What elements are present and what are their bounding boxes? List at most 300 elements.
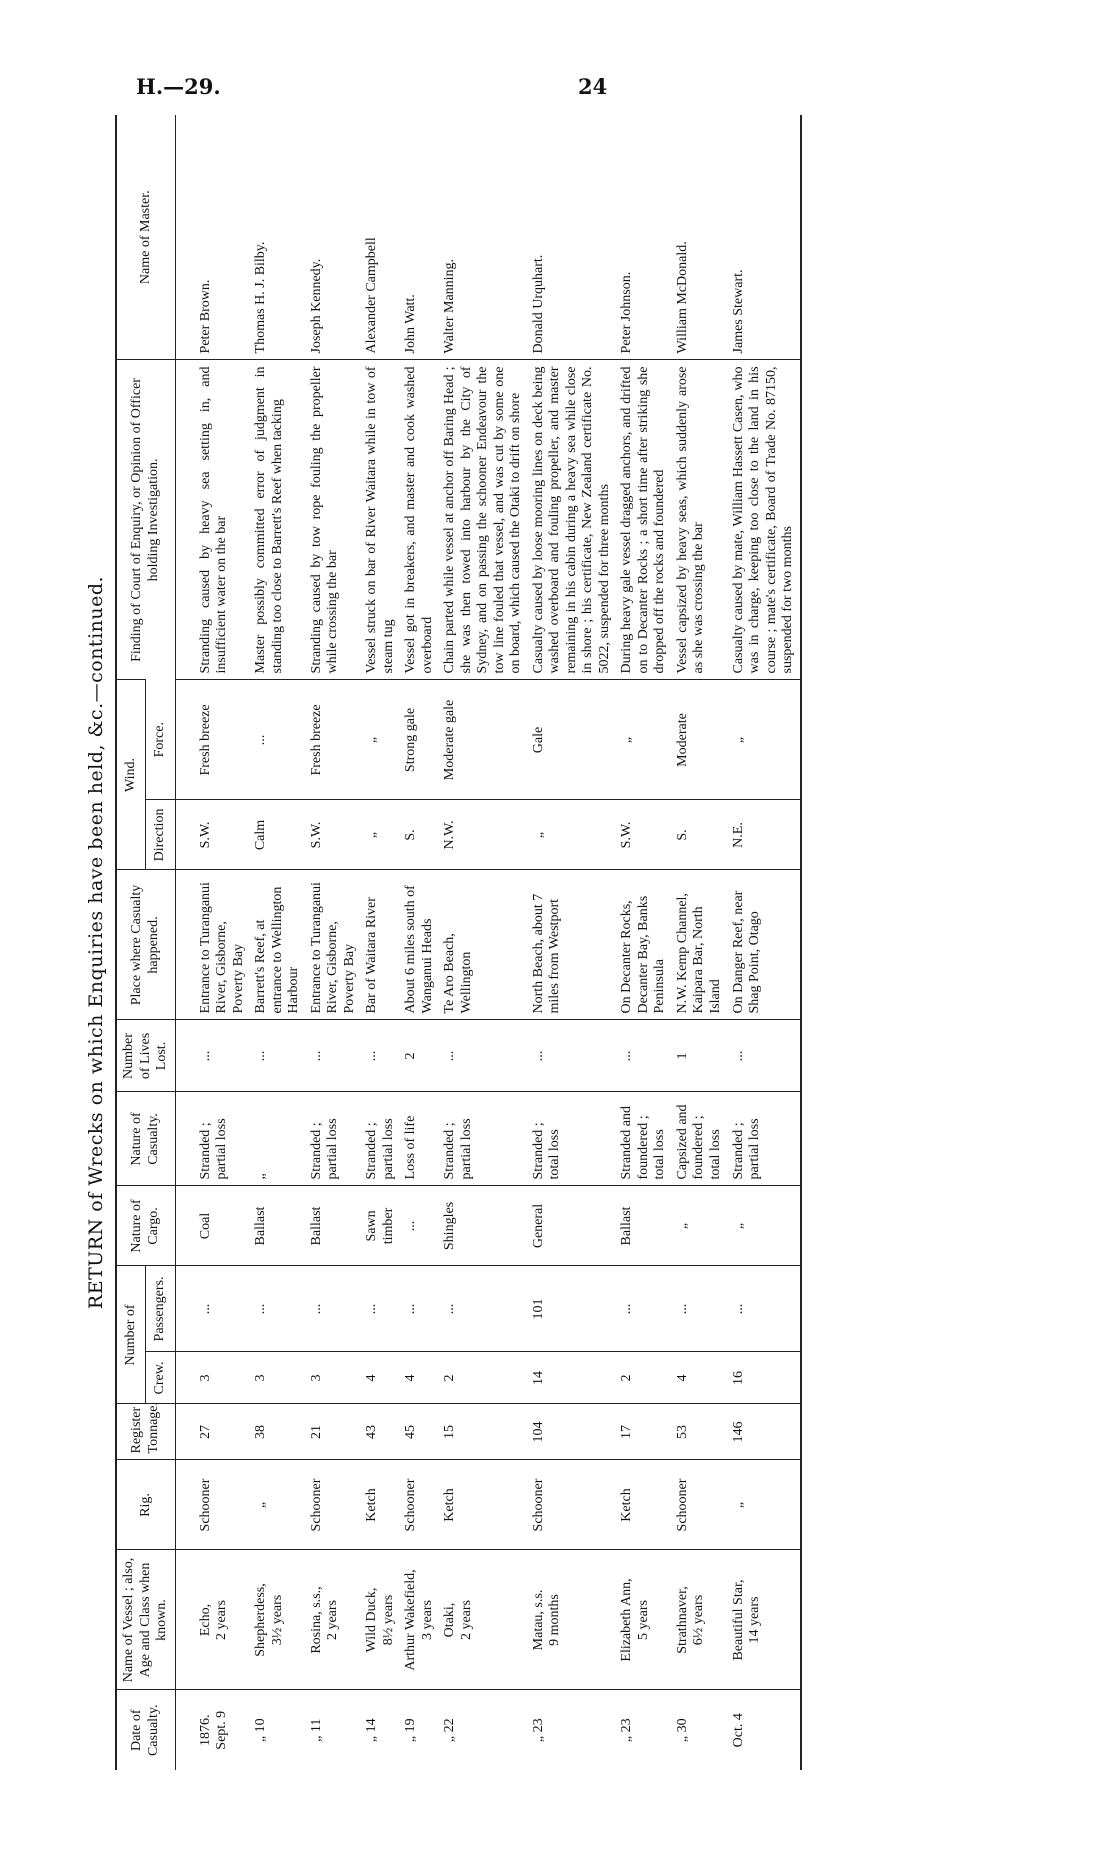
passengers-cell bbox=[306, 1266, 362, 1352]
crew-cell bbox=[250, 1352, 306, 1404]
direction-cell bbox=[728, 800, 801, 870]
place-cell bbox=[361, 870, 400, 1020]
rig-cell bbox=[728, 1460, 801, 1550]
place-cell bbox=[728, 870, 801, 1020]
direction-cell bbox=[672, 800, 728, 870]
date-cell bbox=[439, 1690, 528, 1770]
tonnage-cell bbox=[672, 1404, 728, 1460]
cargo-cell-text: Ballast bbox=[308, 1206, 324, 1246]
crew-cell-text: 2 bbox=[619, 1374, 635, 1382]
finding-cell-text: Vessel capsized by heavy seas, which suddenly arose as she was crossing the bar bbox=[674, 366, 707, 674]
cargo-cell-text: Ballast bbox=[619, 1206, 635, 1246]
rig-cell bbox=[672, 1460, 728, 1550]
place-cell bbox=[306, 870, 362, 1020]
master-cell bbox=[439, 115, 528, 360]
casualty-cell-text: Stranded ; total loss bbox=[530, 1122, 563, 1180]
direction-cell-text: „ bbox=[364, 831, 380, 839]
casualty-cell bbox=[616, 1092, 672, 1186]
finding-cell bbox=[672, 360, 728, 680]
master-cell-text: Donald Urquhart. bbox=[530, 254, 546, 354]
finding-cell bbox=[175, 360, 250, 680]
direction-cell-text: S.W. bbox=[308, 821, 324, 849]
passengers-cell bbox=[528, 1266, 617, 1352]
header-master: Name of Master. bbox=[116, 115, 175, 360]
crew-cell bbox=[175, 1352, 250, 1404]
lives-cell bbox=[361, 1020, 400, 1092]
master-cell bbox=[728, 115, 801, 360]
tonnage-cell bbox=[306, 1404, 362, 1460]
lives-cell bbox=[306, 1020, 362, 1092]
vessel-cell-text: 3 years bbox=[419, 1599, 435, 1641]
vessel-cell bbox=[361, 1550, 400, 1690]
date-cell bbox=[361, 1690, 400, 1770]
vessel-cell-text: 3½ years bbox=[269, 1594, 285, 1646]
passengers-cell-text: 101 bbox=[530, 1298, 546, 1320]
date-cell-text: „ 23 bbox=[619, 1718, 635, 1743]
cargo-cell bbox=[616, 1186, 672, 1266]
place-cell-text: Entrance to Turanganui River, Gisborne, Poverty Bay bbox=[308, 882, 357, 1014]
master-cell-text: William McDonald. bbox=[674, 241, 690, 354]
crew-cell bbox=[439, 1352, 528, 1404]
place-cell bbox=[616, 870, 672, 1020]
crew-cell bbox=[672, 1352, 728, 1404]
crew-cell-text: 4 bbox=[364, 1374, 380, 1382]
tonnage-cell bbox=[361, 1404, 400, 1460]
table-row bbox=[672, 115, 728, 1770]
cargo-cell bbox=[528, 1186, 617, 1266]
lives-cell bbox=[528, 1020, 617, 1092]
date-cell-text: „ 11 bbox=[308, 1718, 324, 1742]
finding-cell bbox=[439, 360, 528, 680]
header-direction: Direction bbox=[146, 800, 175, 870]
header-vessel: Name of Vessel ; also, Age and Class when known. bbox=[116, 1550, 175, 1690]
casualty-cell bbox=[361, 1092, 400, 1186]
passengers-cell-text: ... bbox=[730, 1303, 746, 1315]
casualty-cell-text: Loss of life bbox=[403, 1115, 419, 1180]
rig-cell bbox=[250, 1460, 306, 1550]
date-cell-text: Oct. 4 bbox=[730, 1713, 746, 1748]
casualty-cell-text: Stranded and foundered ; total loss bbox=[619, 1106, 668, 1180]
passengers-cell bbox=[250, 1266, 306, 1352]
place-cell-text: Barrett's Reef, at entrance to Wellington Harbour bbox=[253, 886, 302, 1014]
rotated-table-region bbox=[85, 115, 1015, 1770]
cargo-cell bbox=[250, 1186, 306, 1266]
vessel-cell bbox=[400, 1550, 439, 1690]
header-date: Date of Casualty. bbox=[116, 1690, 175, 1770]
tonnage-cell-text: 38 bbox=[253, 1425, 269, 1439]
tonnage-cell bbox=[728, 1404, 801, 1460]
finding-cell bbox=[306, 360, 362, 680]
tonnage-cell-text: 43 bbox=[364, 1425, 380, 1439]
lives-cell-text: 1 bbox=[674, 1052, 690, 1060]
passengers-cell bbox=[672, 1266, 728, 1352]
vessel-cell-text: Shepherdess, bbox=[253, 1583, 269, 1657]
vessel-cell-text: Matau, s.s. bbox=[530, 1589, 546, 1651]
casualty-cell bbox=[672, 1092, 728, 1186]
force-cell bbox=[528, 680, 617, 800]
crew-cell-text: 14 bbox=[530, 1371, 546, 1385]
place-cell-text: Bar of Waitara River bbox=[364, 897, 380, 1014]
vessel-cell-text: 6½ years bbox=[691, 1594, 707, 1646]
rig-cell-text: Schooner bbox=[403, 1478, 419, 1532]
crew-cell-text: 4 bbox=[403, 1374, 419, 1382]
cargo-cell bbox=[672, 1186, 728, 1266]
lives-cell-text: ... bbox=[730, 1050, 746, 1062]
passengers-cell-text: ... bbox=[364, 1303, 380, 1315]
table-row bbox=[528, 115, 617, 1770]
direction-cell bbox=[616, 800, 672, 870]
header-passengers: Passengers. bbox=[146, 1266, 175, 1352]
crew-cell bbox=[361, 1352, 400, 1404]
finding-cell-text: Stranding caused by tow rope fouling the propeller while crossing the bar bbox=[308, 366, 341, 674]
direction-cell bbox=[361, 800, 400, 870]
date-cell bbox=[175, 1690, 250, 1770]
place-cell bbox=[250, 870, 306, 1020]
force-cell bbox=[400, 680, 439, 800]
tonnage-cell bbox=[439, 1404, 528, 1460]
cargo-cell-text: General bbox=[530, 1203, 546, 1249]
vessel-cell-text: Beautiful Star, bbox=[730, 1579, 746, 1661]
master-cell bbox=[672, 115, 728, 360]
casualty-cell bbox=[728, 1092, 801, 1186]
table-row bbox=[439, 115, 528, 1770]
vessel-cell bbox=[306, 1550, 362, 1690]
finding-cell bbox=[728, 360, 801, 680]
place-cell bbox=[672, 870, 728, 1020]
lives-cell-text: ... bbox=[308, 1050, 324, 1062]
finding-cell-text: Stranding caused by heavy sea setting in, and insufficient water on the bar bbox=[197, 366, 230, 674]
crew-cell-text: 3 bbox=[197, 1374, 213, 1382]
rig-cell-text: „ bbox=[253, 1501, 269, 1509]
table-row bbox=[306, 115, 362, 1770]
master-cell-text: Peter Johnson. bbox=[619, 271, 635, 354]
crew-cell-text: 16 bbox=[730, 1371, 746, 1385]
vessel-cell-text: Rosina, s.s., bbox=[308, 1586, 324, 1654]
force-cell bbox=[439, 680, 528, 800]
table-row bbox=[361, 115, 400, 1770]
vessel-cell bbox=[616, 1550, 672, 1690]
lives-cell-text: 2 bbox=[403, 1052, 419, 1060]
header-wind: Wind. bbox=[116, 680, 146, 870]
passengers-cell-text: ... bbox=[442, 1303, 458, 1315]
vessel-cell bbox=[528, 1550, 617, 1690]
casualty-cell-text: Stranded ; partial loss bbox=[308, 1118, 341, 1180]
tonnage-cell bbox=[175, 1404, 250, 1460]
direction-cell bbox=[439, 800, 528, 870]
master-cell-text: Peter Brown. bbox=[197, 279, 213, 354]
passengers-cell bbox=[361, 1266, 400, 1352]
force-cell-text: Strong gale bbox=[403, 707, 419, 773]
master-cell-text: John Watt. bbox=[403, 294, 419, 354]
casualty-cell bbox=[400, 1092, 439, 1186]
date-cell bbox=[306, 1690, 362, 1770]
tonnage-cell bbox=[250, 1404, 306, 1460]
place-cell bbox=[400, 870, 439, 1020]
date-cell-text: „ 22 bbox=[442, 1718, 458, 1743]
crew-cell bbox=[400, 1352, 439, 1404]
direction-cell-text: „ bbox=[530, 831, 546, 839]
header-number-of: Number of bbox=[116, 1266, 146, 1404]
tonnage-cell-text: 17 bbox=[619, 1425, 635, 1439]
vessel-cell bbox=[728, 1550, 801, 1690]
master-cell-text: James Stewart. bbox=[730, 269, 746, 354]
direction-cell bbox=[306, 800, 362, 870]
passengers-cell-text: ... bbox=[197, 1303, 213, 1315]
lives-cell-text: ... bbox=[530, 1050, 546, 1062]
header-crew: Crew. bbox=[146, 1352, 175, 1404]
passengers-cell bbox=[616, 1266, 672, 1352]
direction-cell bbox=[175, 800, 250, 870]
vessel-cell-text: Strathnaver, bbox=[674, 1586, 690, 1654]
cargo-cell bbox=[306, 1186, 362, 1266]
master-cell bbox=[306, 115, 362, 360]
table-title: RETURN of Wrecks on which Enquiries have been held, &c.—continued. bbox=[85, 575, 107, 1310]
vessel-cell bbox=[250, 1550, 306, 1690]
crew-cell-text: 3 bbox=[253, 1374, 269, 1382]
casualty-cell-text: Stranded ; partial loss bbox=[364, 1118, 396, 1180]
rig-cell bbox=[175, 1460, 250, 1550]
rig-cell bbox=[400, 1460, 439, 1550]
direction-cell bbox=[528, 800, 617, 870]
table-row bbox=[400, 115, 439, 1770]
date-cell bbox=[672, 1690, 728, 1770]
cargo-cell bbox=[728, 1186, 801, 1266]
table-row bbox=[728, 115, 801, 1770]
lives-cell-text: ... bbox=[364, 1050, 380, 1062]
passengers-cell-text: ... bbox=[403, 1303, 419, 1315]
rig-cell bbox=[439, 1460, 528, 1550]
place-cell-text: On Decanter Rocks, Decanter Bay, Banks Peninsula bbox=[619, 895, 668, 1014]
force-cell-text: „ bbox=[364, 736, 380, 744]
date-cell bbox=[250, 1690, 306, 1770]
direction-cell-text: S. bbox=[674, 829, 690, 841]
tonnage-cell-text: 53 bbox=[674, 1425, 690, 1439]
finding-cell-text: Vessel got in breakers, and master and cook washed overboard bbox=[403, 366, 435, 674]
rig-cell bbox=[528, 1460, 617, 1550]
crew-cell-text: 4 bbox=[674, 1374, 690, 1382]
finding-cell-text: Casualty caused by loose mooring lines on deck being washed overboard and fouling propeller, and master remaining in his cabin during a heavy sea while close in shore ; his certificate, New Zealand certificate No. 5022, suspended for three months bbox=[530, 366, 612, 674]
cargo-cell bbox=[439, 1186, 528, 1266]
master-cell-text: Thomas H. J. Bilby. bbox=[253, 241, 269, 354]
tonnage-cell-text: 15 bbox=[442, 1425, 458, 1439]
lives-cell bbox=[400, 1020, 439, 1092]
casualty-cell-text: Capsized and foundered ; total loss bbox=[674, 1104, 723, 1180]
tonnage-cell-text: 21 bbox=[308, 1425, 324, 1439]
finding-cell-text: Chain parted while vessel at anchor off Baring Head ; she was then towed into harbour by the City of Sydney, and on passing the schooner Endeavour the tow line fouled that vessel, and was cut by some one on board, which caused the Otaki to drift on shore bbox=[442, 366, 524, 674]
crew-cell-text: 2 bbox=[442, 1374, 458, 1382]
lives-cell-text: ... bbox=[253, 1050, 269, 1062]
cargo-cell-text: Coal bbox=[197, 1212, 213, 1240]
cargo-cell bbox=[400, 1186, 439, 1266]
casualty-cell bbox=[528, 1092, 617, 1186]
crew-cell bbox=[728, 1352, 801, 1404]
date-cell-text: „ 14 bbox=[364, 1718, 380, 1743]
finding-cell-text: During heavy gale vessel dragged anchors, and drifted on to Decanter Rocks ; a short time after striking she dropped off the rocks and foundered bbox=[619, 366, 668, 674]
crew-cell bbox=[306, 1352, 362, 1404]
date-cell bbox=[528, 1690, 617, 1770]
date-cell-text: 1876. bbox=[197, 1714, 213, 1746]
vessel-cell-text: Arthur Wakefield, bbox=[403, 1569, 419, 1671]
vessel-cell-text: 8½ years bbox=[380, 1594, 396, 1646]
passengers-cell bbox=[728, 1266, 801, 1352]
passengers-cell-text: ... bbox=[674, 1303, 690, 1315]
tonnage-cell-text: 27 bbox=[197, 1425, 213, 1439]
passengers-cell-text: ... bbox=[619, 1303, 635, 1315]
master-cell bbox=[400, 115, 439, 360]
date-cell-text: „ 19 bbox=[403, 1718, 419, 1743]
header-rig: Rig. bbox=[116, 1460, 175, 1550]
date-cell-text: „ 23 bbox=[530, 1718, 546, 1743]
lives-cell-text: ... bbox=[619, 1050, 635, 1062]
rig-cell-text: Schooner bbox=[308, 1478, 324, 1532]
date-cell bbox=[728, 1690, 801, 1770]
rig-cell bbox=[616, 1460, 672, 1550]
force-cell bbox=[175, 680, 250, 800]
place-cell-text: About 6 miles south of Wanganui Heads bbox=[403, 885, 435, 1014]
passengers-cell-text: ... bbox=[253, 1303, 269, 1315]
force-cell-text: ... bbox=[253, 734, 269, 746]
cargo-cell bbox=[361, 1186, 400, 1266]
cargo-cell-text: „ bbox=[674, 1222, 690, 1230]
date-cell bbox=[616, 1690, 672, 1770]
rig-cell-text: Schooner bbox=[197, 1478, 213, 1532]
header-lives: Number of Lives Lost. bbox=[116, 1020, 175, 1092]
rig-cell-text: Schooner bbox=[530, 1478, 546, 1532]
place-cell bbox=[528, 870, 617, 1020]
finding-cell bbox=[361, 360, 400, 680]
vessel-cell-text: 2 years bbox=[214, 1599, 230, 1641]
force-cell bbox=[306, 680, 362, 800]
casualty-cell bbox=[439, 1092, 528, 1186]
table-row bbox=[616, 115, 672, 1770]
lives-cell bbox=[175, 1020, 250, 1092]
tonnage-cell-text: 104 bbox=[530, 1421, 546, 1443]
tonnage-cell bbox=[616, 1404, 672, 1460]
lives-cell-text: ... bbox=[197, 1050, 213, 1062]
page-number: 24 bbox=[578, 74, 608, 99]
force-cell bbox=[250, 680, 306, 800]
cargo-cell-text: ... bbox=[403, 1220, 419, 1232]
table-body bbox=[175, 115, 801, 1770]
passengers-cell-text: ... bbox=[308, 1303, 324, 1315]
crew-cell bbox=[616, 1352, 672, 1404]
place-cell-text: Te Aro Beach, Wellington bbox=[442, 933, 474, 1014]
casualty-cell-text: „ bbox=[253, 1173, 269, 1180]
force-cell-text: Gale bbox=[530, 726, 546, 754]
casualty-cell bbox=[306, 1092, 362, 1186]
lives-cell bbox=[439, 1020, 528, 1092]
force-cell bbox=[672, 680, 728, 800]
lives-cell bbox=[672, 1020, 728, 1092]
finding-cell bbox=[528, 360, 617, 680]
direction-cell bbox=[400, 800, 439, 870]
lives-cell bbox=[250, 1020, 306, 1092]
header-finding: Finding of Court of Enquiry, or Opinion of Officer holding Investigation. bbox=[116, 360, 175, 680]
direction-cell-text: N.W. bbox=[442, 820, 458, 850]
master-cell-text: Alexander Campbell bbox=[364, 237, 380, 354]
force-cell-text: Moderate gale bbox=[442, 699, 458, 781]
vessel-cell-text: 9 months bbox=[547, 1594, 563, 1646]
header-place: Place where Casualty happened. bbox=[116, 870, 175, 1020]
direction-cell bbox=[250, 800, 306, 870]
force-cell-text: Moderate bbox=[674, 713, 690, 767]
date-cell-text: Sept. 9 bbox=[214, 1710, 230, 1750]
paper-reference: H.—29. bbox=[136, 74, 221, 99]
lives-cell-text: ... bbox=[442, 1050, 458, 1062]
direction-cell-text: Calm bbox=[253, 819, 269, 851]
rig-cell bbox=[361, 1460, 400, 1550]
vessel-cell bbox=[175, 1550, 250, 1690]
direction-cell-text: S.W. bbox=[197, 821, 213, 849]
header-cargo: Nature of Cargo. bbox=[116, 1186, 175, 1266]
passengers-cell bbox=[439, 1266, 528, 1352]
casualty-cell-text: Stranded ; partial loss bbox=[442, 1118, 474, 1180]
master-cell bbox=[175, 115, 250, 360]
cargo-cell-text: „ bbox=[730, 1222, 746, 1230]
vessel-cell-text: 5 years bbox=[635, 1599, 651, 1641]
vessel-cell-text: Echo, bbox=[197, 1603, 213, 1637]
tonnage-cell bbox=[400, 1404, 439, 1460]
force-cell bbox=[616, 680, 672, 800]
master-cell bbox=[250, 115, 306, 360]
passengers-cell bbox=[400, 1266, 439, 1352]
header-tonnage: Register Tonnage. bbox=[116, 1404, 175, 1460]
vessel-cell-text: 2 years bbox=[458, 1599, 474, 1641]
finding-cell-text: Vessel struck on bar of River Waitara while in tow of steam tug bbox=[364, 366, 396, 674]
casualty-cell-text: Stranded ; partial loss bbox=[730, 1118, 763, 1180]
tonnage-cell-text: 146 bbox=[730, 1421, 746, 1443]
place-cell-text: North Beach, about 7 miles from Westport bbox=[530, 893, 563, 1014]
wrecks-table bbox=[115, 115, 802, 1770]
lives-cell bbox=[616, 1020, 672, 1092]
crew-cell bbox=[528, 1352, 617, 1404]
master-cell bbox=[361, 115, 400, 360]
table-row bbox=[250, 115, 306, 1770]
rig-cell-text: Schooner bbox=[674, 1478, 690, 1532]
force-cell-text: „ bbox=[619, 736, 635, 744]
force-cell-text: Fresh breeze bbox=[308, 704, 324, 776]
vessel-cell-text: Otaki, bbox=[442, 1602, 458, 1638]
rig-cell bbox=[306, 1460, 362, 1550]
cargo-cell-text: Ballast bbox=[253, 1206, 269, 1246]
force-cell bbox=[728, 680, 801, 800]
crew-cell-text: 3 bbox=[308, 1374, 324, 1382]
header-casualty: Nature of Casualty. bbox=[116, 1092, 175, 1186]
force-cell-text: „ bbox=[730, 736, 746, 744]
direction-cell-text: N.E. bbox=[730, 822, 746, 848]
finding-cell bbox=[400, 360, 439, 680]
tonnage-cell bbox=[528, 1404, 617, 1460]
date-cell-text: „ 30 bbox=[674, 1718, 690, 1743]
date-cell-text: „ 10 bbox=[253, 1718, 269, 1743]
direction-cell-text: S.W. bbox=[619, 821, 635, 849]
rig-cell-text: Ketch bbox=[442, 1488, 458, 1522]
table-row bbox=[175, 115, 250, 1770]
rig-cell-text: Ketch bbox=[619, 1488, 635, 1522]
passengers-cell bbox=[175, 1266, 250, 1352]
tonnage-cell-text: 45 bbox=[403, 1425, 419, 1439]
vessel-cell-text: Elizabeth Ann, bbox=[619, 1578, 635, 1662]
vessel-cell bbox=[439, 1550, 528, 1690]
force-cell bbox=[361, 680, 400, 800]
place-cell-text: N.W. Kemp Channel, Kaipara Bar, North Island bbox=[674, 893, 723, 1014]
rig-cell-text: Ketch bbox=[364, 1488, 380, 1522]
finding-cell-text: Casualty caused by mate, William Hassett Casen, who was in charge, keeping too close to the land in his course ; mate's certificate, Board of Trade No. 87150, suspended for two months bbox=[730, 366, 796, 674]
cargo-cell-text: Shingles bbox=[442, 1201, 458, 1251]
finding-cell-text: Master possibly committed error of judgment in standing too close to Barrett's Reef when tacking bbox=[253, 366, 285, 674]
vessel-cell-text: 14 years bbox=[747, 1596, 763, 1644]
date-cell bbox=[400, 1690, 439, 1770]
